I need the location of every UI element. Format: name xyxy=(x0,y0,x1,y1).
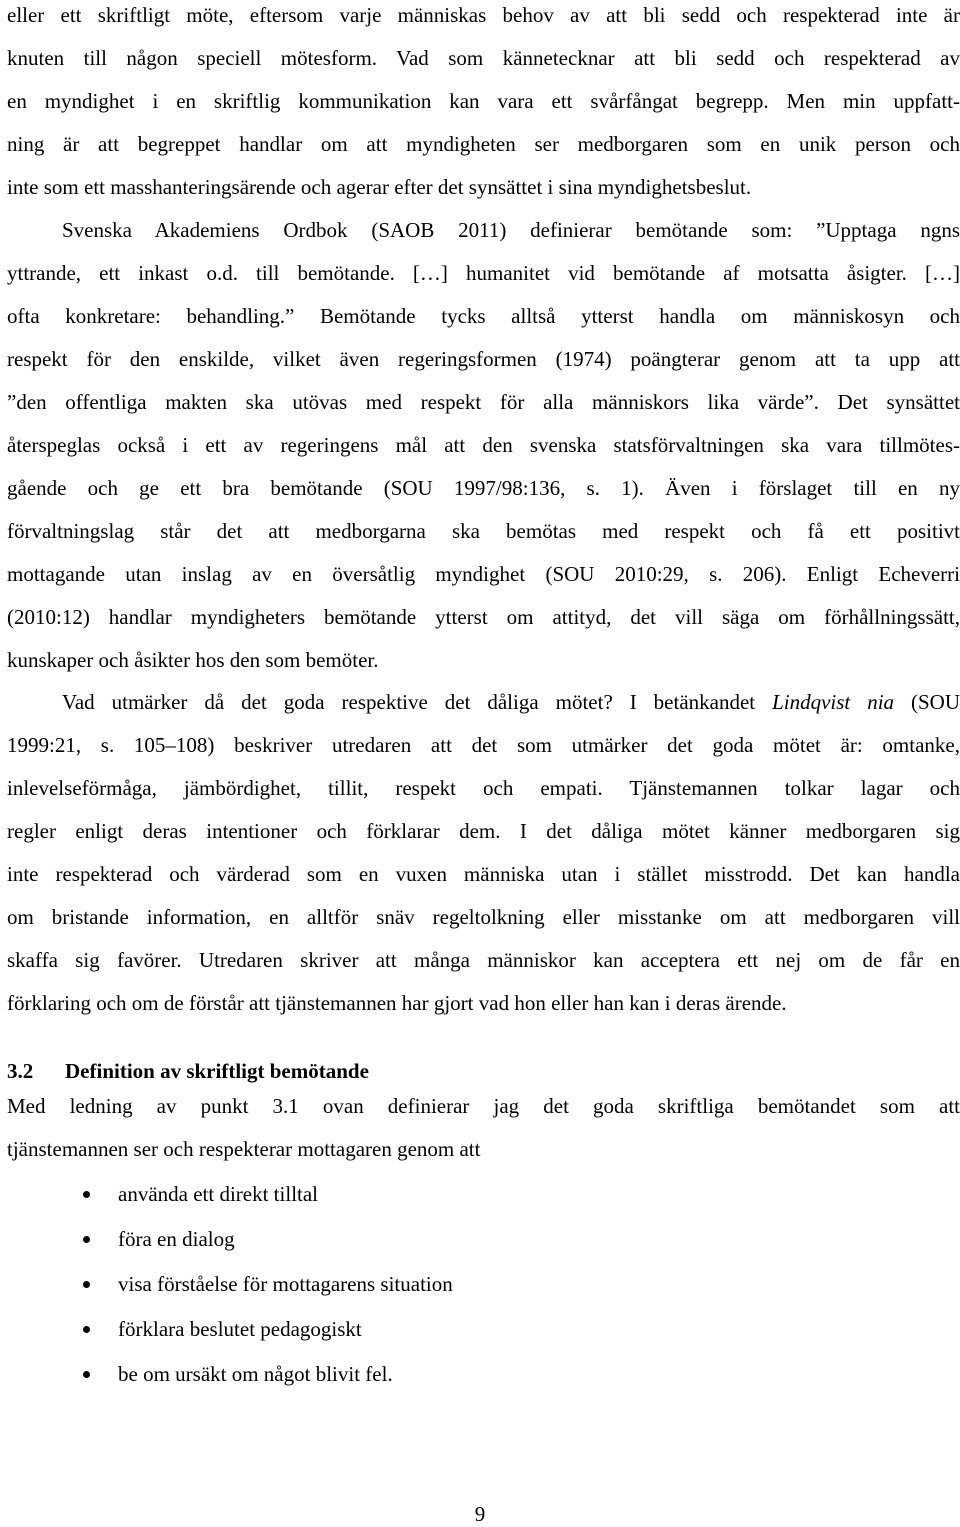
text-line: 1999:21, s. 105–108) beskriver utredaren att det som utmärker det goda mötet är: omtanke, xyxy=(7,733,960,757)
text-line: regler enligt deras intentioner och förklarar dem. I det dåliga mötet känner medborgaren sig xyxy=(7,819,960,843)
bullet-icon xyxy=(83,1236,90,1243)
text-line: (2010:12) handlar myndigheters bemötande ytterst om attityd, det vill säga om förhållningssätt, xyxy=(7,605,960,629)
text-line: ning är att begreppet handlar om att myndigheten ser medborgaren som en unik person och xyxy=(7,132,960,156)
page-number: 9 xyxy=(474,1502,486,1526)
text-line: skaffa sig favörer. Utredaren skriver att många människor kan acceptera ett nej om de får en xyxy=(7,948,960,972)
list-item-text: använda ett direkt tilltal xyxy=(118,1182,319,1206)
text-segment: (SOU xyxy=(894,690,960,714)
text-line: om bristande information, en alltför snäv regeltolkning eller misstanke om att medborgaren vill xyxy=(7,905,960,929)
bullet-icon xyxy=(83,1326,90,1333)
text-line: gående och ge ett bra bemötande (SOU 1997/98:136, s. 1). Även i förslaget till en ny xyxy=(7,476,960,500)
text-line: ofta konkretare: behandling.” Bemötande tycks alltså ytterst handla om människosyn och xyxy=(7,304,960,328)
text-line: mottagande utan inslag av en översåtlig myndighet (SOU 2010:29, s. 206). Enligt Echeverri xyxy=(7,562,960,586)
text-line: kunskaper och åsikter hos den som bemöter. xyxy=(7,648,379,672)
text-line: eller ett skriftligt möte, eftersom varje människas behov av att bli sedd och respekterad inte är xyxy=(7,3,960,27)
list-item-text: förklara beslutet pedagogiskt xyxy=(118,1317,362,1341)
text-line: ”den offentliga makten ska utövas med respekt för alla människors lika värde”. Det synsättet xyxy=(7,390,960,414)
text-line: en myndighet i en skriftlig kommunikation kan vara ett svårfångat begrepp. Men min uppfatt- xyxy=(7,89,960,113)
text-line: Med ledning av punkt 3.1 ovan definierar jag det goda skriftliga bemötandet som att xyxy=(7,1094,960,1118)
text-line: återspeglas också i ett av regeringens mål att den svenska statsförvaltningen ska vara tillmötes- xyxy=(7,433,960,457)
text-line: respekt för den enskilde, vilket även regeringsformen (1974) poängterar genom att ta upp att xyxy=(7,347,960,371)
section-heading xyxy=(7,1058,960,1084)
text-line: tjänstemannen ser och respekterar mottagaren genom att xyxy=(7,1137,481,1161)
text-segment: Vad utmärker då det goda respektive det dåliga mötet? I betänkandet xyxy=(62,690,773,714)
list-item-text: be om ursäkt om något blivit fel. xyxy=(118,1362,393,1386)
italic-title: Lindqvist nia xyxy=(772,690,895,714)
bullet-icon xyxy=(83,1281,90,1288)
text-line: förklaring och om de förstår att tjänstemannen har gjort vad hon eller han kan i deras ärende. xyxy=(7,991,787,1015)
list-item-text: visa förståelse för mottagarens situation xyxy=(118,1272,453,1296)
text-line: förvaltningslag står det att medborgarna ska bemötas med respekt och få ett positivt xyxy=(7,519,960,543)
bullet-icon xyxy=(83,1191,90,1198)
section-title: Definition av skriftligt bemötande xyxy=(65,1059,369,1083)
text-line: inlevelseförmåga, jämbördighet, tillit, respekt och empati. Tjänstemannen tolkar lagar och xyxy=(7,776,960,800)
text-line: inte som ett masshanteringsärende och agerar efter det synsättet i sina myndighetsbeslut. xyxy=(7,175,752,199)
text-line: Svenska Akademiens Ordbok (SAOB 2011) definierar bemötande som: ”Upptaga ngns xyxy=(62,218,960,242)
text-line: inte respekterad och värderad som en vuxen människa utan i stället misstrodd. Det kan handla xyxy=(7,862,960,886)
bullet-icon xyxy=(83,1371,90,1378)
list-item-text: föra en dialog xyxy=(118,1227,235,1251)
text-line xyxy=(62,689,960,715)
text-line: knuten till någon speciell mötesform. Vad som kännetecknar att bli sedd och respekterad av xyxy=(7,46,960,70)
text-line: yttrande, ett inkast o.d. till bemötande. […] humanitet vid bemötande af motsatta åsigter. […] xyxy=(7,261,960,285)
section-number: 3.2 xyxy=(7,1059,34,1083)
